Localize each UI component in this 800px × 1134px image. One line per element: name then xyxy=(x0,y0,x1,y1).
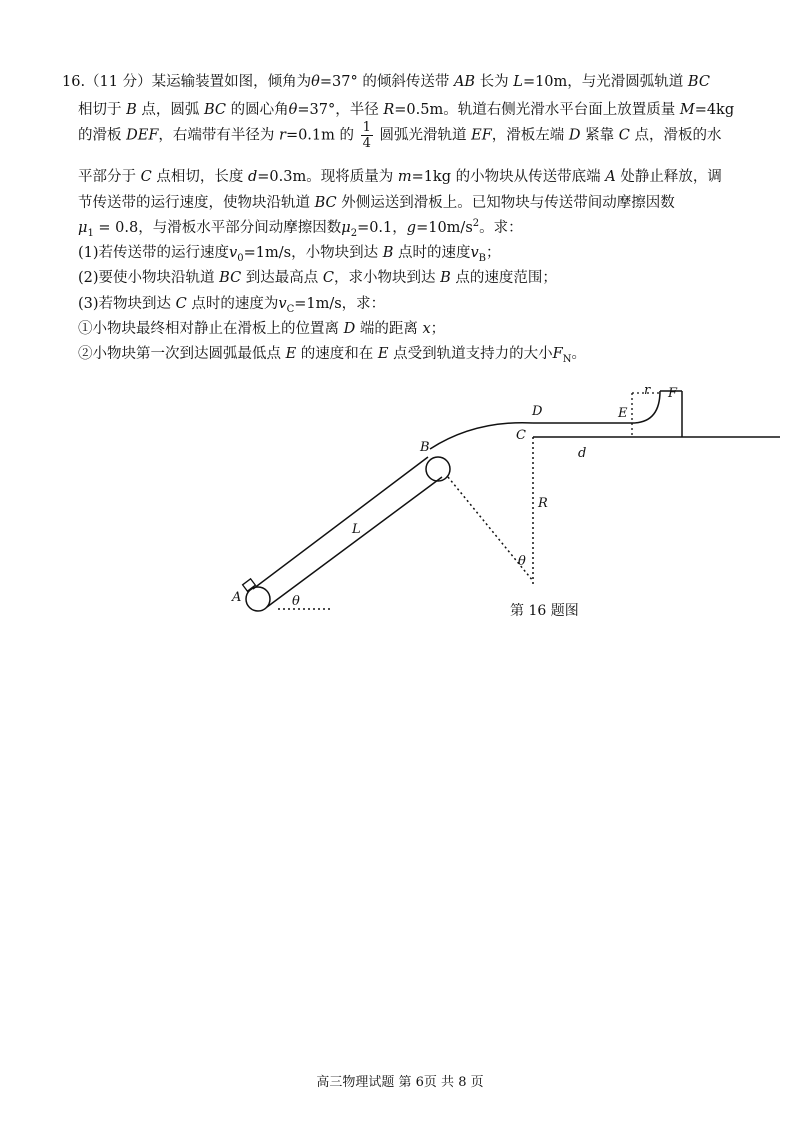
quarter-fraction xyxy=(361,120,373,151)
text: 长为 xyxy=(475,74,514,90)
text: r xyxy=(279,127,286,144)
text: N xyxy=(562,353,572,365)
question-3 xyxy=(78,292,385,315)
label-e: E xyxy=(618,406,628,421)
text: =37° 的倾斜传送带 xyxy=(319,74,454,90)
conveyor-diagram xyxy=(220,385,780,625)
text: = 0.8，与滑板水平部分间动摩擦因数 xyxy=(93,220,342,236)
text: 点时的速度为 xyxy=(186,296,279,312)
question-1 xyxy=(78,241,501,264)
text: AB xyxy=(453,74,476,90)
text: 2 xyxy=(350,227,358,239)
problem-line-4 xyxy=(78,165,722,186)
text: E xyxy=(285,346,297,362)
belt-upper-rail xyxy=(253,457,428,589)
label-theta-center: θ xyxy=(518,554,526,569)
question-3-1 xyxy=(78,317,445,338)
text: θ xyxy=(288,102,298,118)
text: =0.5m。轨道右侧光滑水平台面上放置质量 xyxy=(394,102,680,118)
label-d: D xyxy=(532,404,543,419)
text: ，右端带有半径为 xyxy=(158,127,279,144)
text: x xyxy=(422,321,431,337)
text: 的圆心角 xyxy=(226,102,289,118)
text: 圆弧光滑轨道 xyxy=(379,127,472,144)
problem-line-2 xyxy=(78,98,734,119)
page-footer: 高三物理试题 第 6页 共 8 页 xyxy=(316,1075,484,1090)
question-2 xyxy=(78,266,557,287)
label-radius: R xyxy=(538,496,548,511)
text: DEF xyxy=(126,127,159,144)
text: (1)若传送带的运行速度 xyxy=(78,245,230,261)
text: E xyxy=(377,346,389,362)
text: 1 xyxy=(87,227,94,239)
text: =37°，半径 xyxy=(297,102,384,118)
text: =0.3m。现将质量为 xyxy=(257,169,398,185)
text: =0.1， xyxy=(357,220,407,236)
text: 外侧运送到滑板上。已知物块与传送带间动摩擦因数 xyxy=(336,195,675,211)
text: g xyxy=(406,220,417,236)
text: 端的距离 xyxy=(355,321,423,337)
text: 点时的速度 xyxy=(393,245,471,261)
text: L xyxy=(513,74,523,90)
text: 点相切，长度 xyxy=(151,169,248,185)
text: 点，圆弧 xyxy=(136,102,204,118)
text: 。求： xyxy=(479,220,523,236)
problem-line-3 xyxy=(78,120,721,151)
label-theta-incline: θ xyxy=(292,594,300,609)
text: 点受到轨道支持力的大小 xyxy=(388,346,553,362)
text: 。 xyxy=(571,346,586,362)
text: ； xyxy=(486,245,501,261)
text: m xyxy=(397,169,412,185)
text: BC xyxy=(687,74,710,90)
text: M xyxy=(679,102,695,118)
text: v xyxy=(470,245,479,261)
text: =1kg 的小物块从传送带底端 xyxy=(411,169,606,185)
text: F xyxy=(552,346,563,362)
fraction-denominator: 4 xyxy=(362,136,371,151)
text: 16.（11 分）某运输装置如图，倾角为 xyxy=(62,74,312,90)
fraction-numerator: 1 xyxy=(362,120,371,135)
text: EF xyxy=(471,127,492,144)
question-3-2 xyxy=(78,342,586,365)
text: ，求小物块到达 xyxy=(334,270,441,286)
problem-line-6 xyxy=(78,216,523,239)
text: D xyxy=(343,321,356,337)
text: C xyxy=(175,296,187,312)
label-b: B xyxy=(420,440,430,455)
text: 相切于 xyxy=(78,102,127,118)
text: C xyxy=(140,169,152,185)
text: 2 xyxy=(472,218,480,230)
text: 的滑板 xyxy=(78,127,127,144)
problem-line-1 xyxy=(62,70,710,91)
text: v xyxy=(229,245,238,261)
label-c: C xyxy=(516,428,526,443)
label-d-length: d xyxy=(578,446,587,461)
text: BC xyxy=(314,195,337,211)
text: 平部分于 xyxy=(78,169,141,185)
text: θ xyxy=(311,74,320,90)
text: ①小物块最终相对静止在滑板上的位置离 xyxy=(78,321,344,337)
text: 到达最高点 xyxy=(241,270,323,286)
text: 紧靠 xyxy=(580,127,619,144)
pulley-a xyxy=(246,587,270,611)
text: 点，滑板的水 xyxy=(629,127,722,144)
belt-lower-rail xyxy=(267,477,442,607)
text: (2)要使小物块沿轨道 xyxy=(78,270,220,286)
text: ②小物块第一次到达圆弧最低点 xyxy=(78,346,286,362)
text: B xyxy=(478,252,487,264)
text: BC xyxy=(203,102,227,118)
text: B xyxy=(126,102,137,118)
text: R xyxy=(383,102,395,118)
figure-caption: 第 16 题图 xyxy=(510,603,579,619)
text: =4kg xyxy=(694,102,735,118)
label-a: A xyxy=(232,590,242,605)
text: 点的速度范围； xyxy=(450,270,557,286)
text: (3)若物块到达 xyxy=(78,296,176,312)
text: BC xyxy=(219,270,242,286)
label-r-small: r xyxy=(644,385,651,398)
text: d xyxy=(247,169,258,185)
pulley-b xyxy=(426,457,450,481)
text: D xyxy=(568,127,581,144)
text: =10m/s xyxy=(416,220,473,236)
text: =1m/s，求： xyxy=(294,296,386,312)
text: ； xyxy=(430,321,446,337)
text: =10m，与光滑圆弧轨道 xyxy=(522,74,688,90)
text: v xyxy=(278,296,287,312)
text: A xyxy=(605,169,616,185)
text: =0.1m 的 xyxy=(285,127,355,144)
problem-line-5 xyxy=(78,191,675,212)
text: B xyxy=(440,270,451,286)
text: 处静止释放，调 xyxy=(615,169,722,185)
text: 0 xyxy=(237,252,244,264)
text: C xyxy=(322,270,335,286)
text: 的速度和在 xyxy=(296,346,378,362)
text: C xyxy=(286,303,295,315)
text: μ xyxy=(341,220,351,236)
text: 节传送带的运行速度，使物块沿轨道 xyxy=(78,195,315,211)
label-length: L xyxy=(352,522,361,537)
label-f: F xyxy=(668,385,678,401)
text: B xyxy=(382,245,394,261)
text: =1m/s，小物块到达 xyxy=(243,245,383,261)
text: ，滑板左端 xyxy=(491,127,569,144)
text: μ xyxy=(78,220,88,236)
text: C xyxy=(618,127,630,144)
